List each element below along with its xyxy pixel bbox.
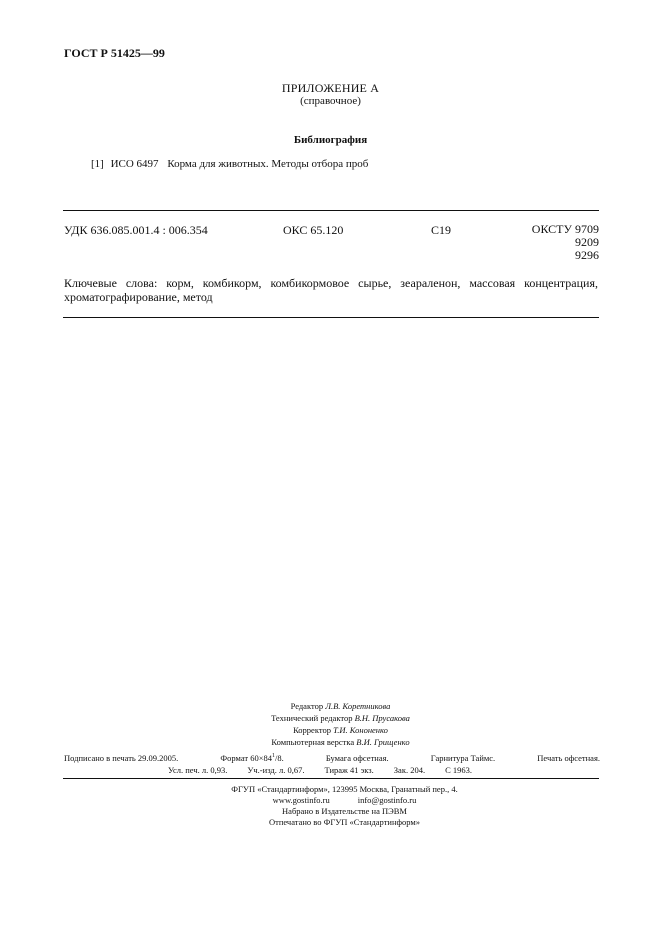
publication-line-2: Усл. печ. л. 0,93. Уч.-изд. л. 0,67. Тираж 41 экз. Зак. 204. С 1963. xyxy=(168,765,473,775)
bibliography-entry-number: [1] xyxy=(91,158,104,170)
website-link[interactable]: www.gostinfo.ru xyxy=(272,795,330,805)
udc-code: УДК 636.085.001.4 : 006.354 xyxy=(64,223,208,237)
publication-format: Формат $60\times 84^1/8$. xyxy=(220,753,284,763)
okstu-code-2: 9209 xyxy=(575,235,599,249)
publication-line-1 xyxy=(64,753,600,763)
publication-signed: Подписано в печать 29.09.2005. xyxy=(64,753,179,763)
email-link[interactable]: info@gostinfo.ru xyxy=(357,795,417,805)
divider-top xyxy=(63,210,599,211)
credit-proofreader: Корректор Т.И. Кононенко xyxy=(293,725,388,735)
footer-typeset: Набрано в Издательстве на ПЭВМ xyxy=(282,806,407,816)
oks-code: ОКС 65.120 xyxy=(283,223,344,237)
credit-tech-editor: Технический редактор В.Н. Прусакова xyxy=(271,713,410,723)
footer-printed: Отпечатано во ФГУП «Стандартинформ» xyxy=(268,817,421,827)
credits-block xyxy=(0,700,661,748)
appendix-title: ПРИЛОЖЕНИЕ А xyxy=(281,81,380,95)
document-code: ГОСТ Р 51425—99 xyxy=(64,46,165,60)
okstu-codes xyxy=(532,223,599,262)
bibliography-title: Библиография xyxy=(293,134,368,146)
okstu-code-3: 9296 xyxy=(575,248,599,262)
bibliography-entry-source: ИСО 6497 xyxy=(110,158,159,170)
publication-print: Печать офсетная. xyxy=(537,753,600,763)
footer-web xyxy=(28,795,661,806)
divider-middle xyxy=(63,317,599,318)
footer-block xyxy=(0,784,661,828)
group-code: С19 xyxy=(431,223,452,237)
okstu-code-1: ОКСТУ 9709 xyxy=(531,222,599,236)
credit-editor: Редактор Л.В. Коретникова xyxy=(290,701,391,711)
bibliography-entry-text: Корма для животных. Методы отбора проб xyxy=(167,158,369,170)
credit-layout: Компьютерная верстка В.И. Грищенко xyxy=(271,737,410,747)
footer-publisher: ФГУП «Стандартинформ», 123995 Москва, Гранатный пер., 4. xyxy=(231,784,458,794)
appendix-subtitle: (справочное) xyxy=(300,95,361,107)
publication-typeface: Гарнитура Таймс. xyxy=(430,753,496,763)
bibliography-entry xyxy=(91,158,368,170)
keywords: Ключевые слова: корм, комбикорм, комбикормовое сырье, зеараленон, массовая концентрация, хроматографирование, метод xyxy=(64,276,598,304)
divider-bottom xyxy=(63,778,599,779)
publication-paper: Бумага офсетная. xyxy=(325,753,389,763)
